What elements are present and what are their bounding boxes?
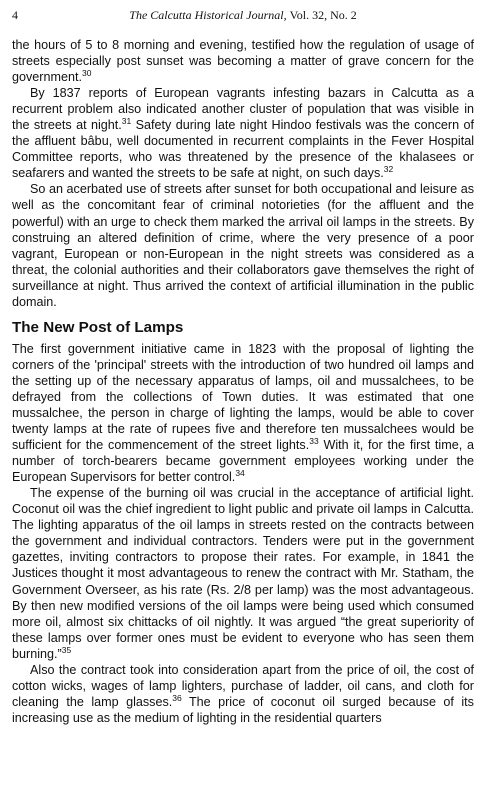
section-heading: The New Post of Lamps [12, 318, 184, 336]
paragraph-text: The price of coconut oil surged because of its increasing use as the medium of lighting in the residential quarters [12, 694, 474, 725]
footnote-ref: 36 [172, 692, 182, 703]
paragraph [12, 85, 474, 181]
paragraph-text: So an acerbated use of streets after sunset for both occupational and leisure as well as the concomitant fear of criminal notorieties (for the affluent and the powerful) with an urge to check them marked the arrival oil lamps in the streets. By construing an altered definition of crime, where the very presence of a poor vagrant, European or non-European in the night streets was considered as a threat, the colonial authorities and their collaborators gave themselves the right of surveillance at night. Thus arrived the context of artificial illumination in the public domain. [12, 182, 474, 309]
footnote-ref: 31 [121, 116, 132, 127]
paragraph-text: By 1837 reports of European vagrants infesting bazars in Calcutta as a recurrent problem also indicated another cluster of population that was visible in the streets at night. [12, 86, 474, 133]
paragraph-text: Safety during late night Hindoo festivals was the concern of the affluent bâbu, well documented in recurrent complaints in the Fever Hospital Committee reports, who was threatened by the presence of the khalasees or seafarers and wanted the streets to be safe at night, on such days. [12, 118, 474, 181]
paragraph-continued [12, 37, 474, 85]
paragraph-text: The expense of the burning oil was crucial in the acceptance of artificial light. Coconut oil was the chief ingredient to light public and private oil lamps in Calcutta. The lighting apparatus of the oil lamps in streets rested on the contracts between the government and individual contractors. Tenders were put in the government gazettes, inviting contractors to propose their rates. For example, in 1841 the Justices thought it most advantageous to renew the contract with Mr. Statham, the Government Overseer, as his rate (Rs. 2/8 per lamp) was the most advantageous. By then new modified versions of the oil lamps were being used which consumed more oil, almost six chittacks of oil nightly. It was argued “the great superiority of these lamps over former ones must be evident to everyone who has seen them burning.” [12, 486, 474, 661]
page-number: 4 [12, 8, 18, 22]
paragraph-text: With it, for the first time, a number of torch-bearers became government employees working under the European Supervisors for better control. [12, 438, 474, 485]
journal-title: The Calcutta Historical Journal, [129, 8, 287, 22]
page-header [12, 8, 474, 24]
article-body [12, 37, 474, 726]
paragraph-text: Also the contract took into consideration apart from the price of oil, the cost of cotton wicks, wages of lamp lighters, purchase of ladder, oil cans, and cloth for cleaning the lamp glasses. [12, 662, 474, 709]
paragraph [12, 485, 474, 662]
paragraph [12, 341, 474, 485]
volume-issue: Vol. 32, No. 2 [289, 8, 357, 22]
paragraph [12, 181, 474, 309]
paragraph-text: The first government initiative came in 1823 with the proposal of lighting the corners of the 'principal' streets with the introduction of two hundred oil lamps and the setting up of the necessary apparatus of lamps, oil and mussalchees, to be defrayed from the collections of Town duties. It was estimated that one mussalchee, the person in charge of lighting the lamps, would be able to cover twenty lamps at the rate of rupees five and therefore ten mussalchees would be sufficient for the commencement of the street lights. [12, 341, 474, 453]
footnote-ref: 33 [309, 436, 319, 447]
footnote-ref: 30 [82, 68, 92, 79]
paragraph-text: the hours of 5 to 8 morning and evening, testified how the regulation of usage of streets especially post sunset was becoming a matter of grave concern for the government. [12, 38, 474, 85]
running-head [12, 8, 474, 23]
footnote-ref: 34 [235, 468, 245, 479]
footnote-ref: 35 [61, 644, 72, 655]
paragraph [12, 662, 474, 726]
footnote-ref: 32 [383, 164, 394, 175]
